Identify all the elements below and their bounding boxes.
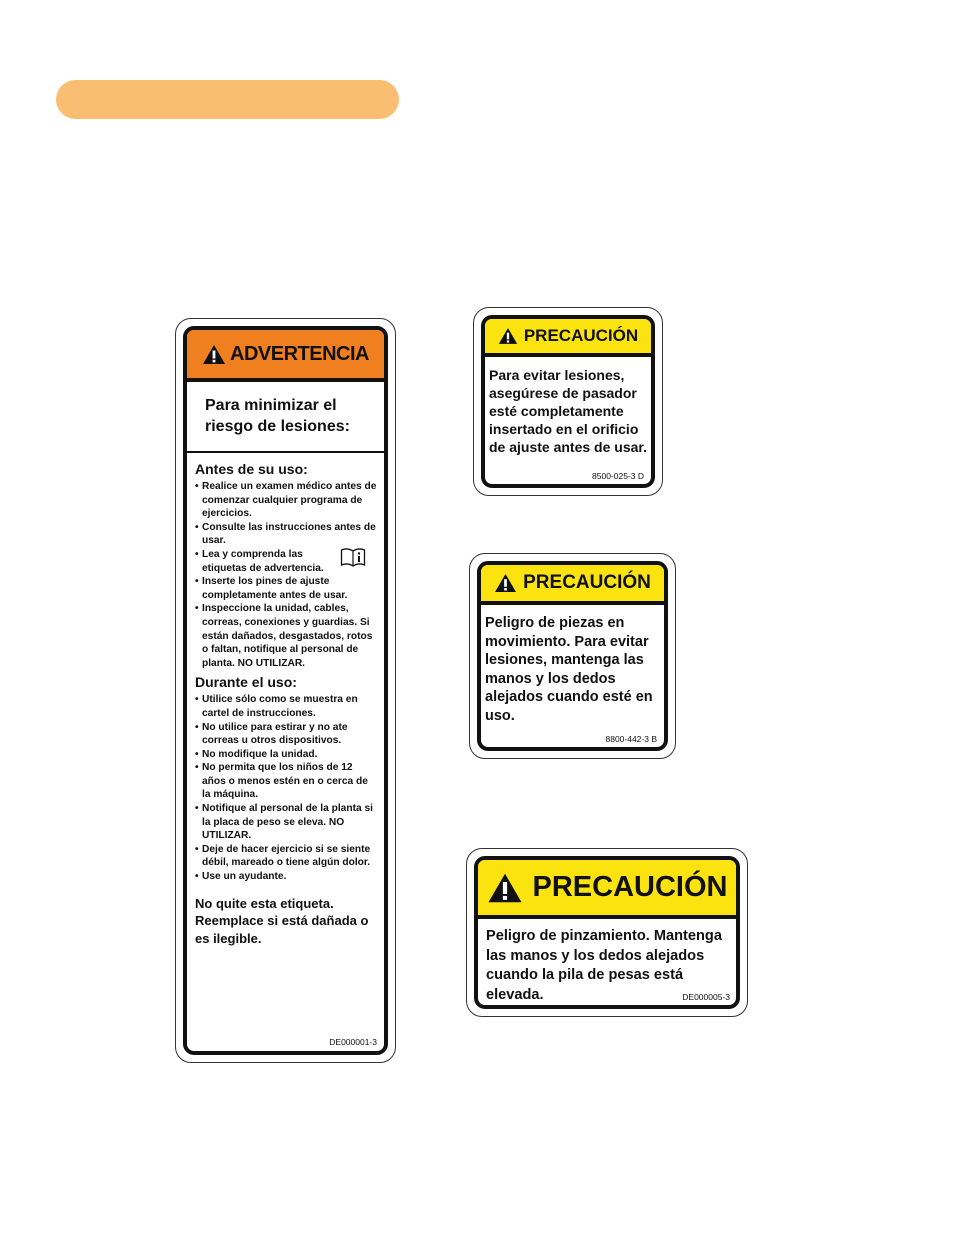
list-item: • No modifique la unidad. <box>195 748 378 762</box>
list-item: • No permita que los niños de 12 años o menos estén en o cerca de la máquina. <box>195 761 378 802</box>
precaucion-header <box>481 565 664 605</box>
precaucion-title: PRECAUCIÓN <box>523 326 639 345</box>
exclamation-triangle-icon <box>487 872 523 904</box>
label-code: DE000001-3 <box>329 1037 377 1047</box>
advertencia-label <box>175 318 396 1063</box>
list-item: • Deje de hacer ejercicio si se siente débil, mareado o tiene algún dolor. <box>195 843 378 870</box>
precaucion-pinch-label <box>466 848 748 1017</box>
precaucion-text: Peligro de pinzamiento. Mantenga las manos y los dedos alejados cuando la pila de pesas está elevada. <box>486 928 722 1003</box>
precaucion-header <box>478 860 736 919</box>
during-use-heading: Durante el uso: <box>195 674 297 691</box>
advertencia-headline: Para minimizar el riesgo de lesiones: <box>187 382 384 453</box>
exclamation-triangle-icon <box>498 327 518 345</box>
before-use-list <box>195 480 378 670</box>
list-item: • Utilice sólo como se muestra en cartel de instrucciones. <box>195 693 378 720</box>
precaucion-text: Peligro de piezas en movimiento. Para evitar lesiones, mantenga las manos y los dedos alejados cuando esté en uso. <box>485 615 653 724</box>
exclamation-triangle-icon <box>494 573 517 593</box>
list-item: • Lea y comprenda las etiquetas de advertencia. <box>195 548 378 575</box>
list-item: • Realice un examen médico antes de comenzar cualquier programa de ejercicios. <box>195 480 378 521</box>
during-use-list <box>195 693 378 883</box>
section-header-bar <box>56 80 399 119</box>
advertencia-content <box>187 453 384 947</box>
precaucion-header <box>485 319 651 357</box>
manual-info-icon <box>340 547 366 567</box>
precaucion-title: PRECAUCIÓN <box>523 572 651 593</box>
list-item: • Use un ayudante. <box>195 870 378 884</box>
precaucion-pin-label <box>473 307 663 496</box>
advertencia-title: ADVERTENCIA <box>230 342 369 365</box>
label-code: DE000005-3 <box>682 992 730 1002</box>
exclamation-triangle-icon <box>202 344 226 365</box>
list-item: • Notifique al personal de la planta si la placa de peso se eleva. NO UTILIZAR. <box>195 802 378 843</box>
advertencia-header <box>187 330 384 382</box>
precaucion-text: Para evitar lesiones, asegúrese de pasador esté completamente insertado en el orificio de ajuste antes de usar. <box>489 367 647 455</box>
list-item: • Consulte las instrucciones antes de usar. <box>195 521 378 548</box>
precaucion-title: PRECAUCIÓN <box>532 871 728 903</box>
label-code: 8500-025-3 D <box>592 471 644 481</box>
label-code: 8800-442-3 B <box>605 734 657 744</box>
before-use-heading: Antes de su uso: <box>195 461 308 477</box>
list-item: • Inserte los pines de ajuste completamente antes de usar. <box>195 575 378 602</box>
precaucion-moving-parts-label <box>469 553 676 759</box>
list-item: • No utilice para estirar y no ate correas u otros dispositivos. <box>195 721 378 748</box>
list-item: • Inspeccione la unidad, cables, correas, conexiones y guardias. Si están dañados, desgastados, rotos o faltan, notifique al personal de planta. NO UTILIZAR. <box>195 602 378 670</box>
closing-notice: No quite esta etiqueta. Reemplace si está dañada o es ilegible. <box>195 895 369 946</box>
